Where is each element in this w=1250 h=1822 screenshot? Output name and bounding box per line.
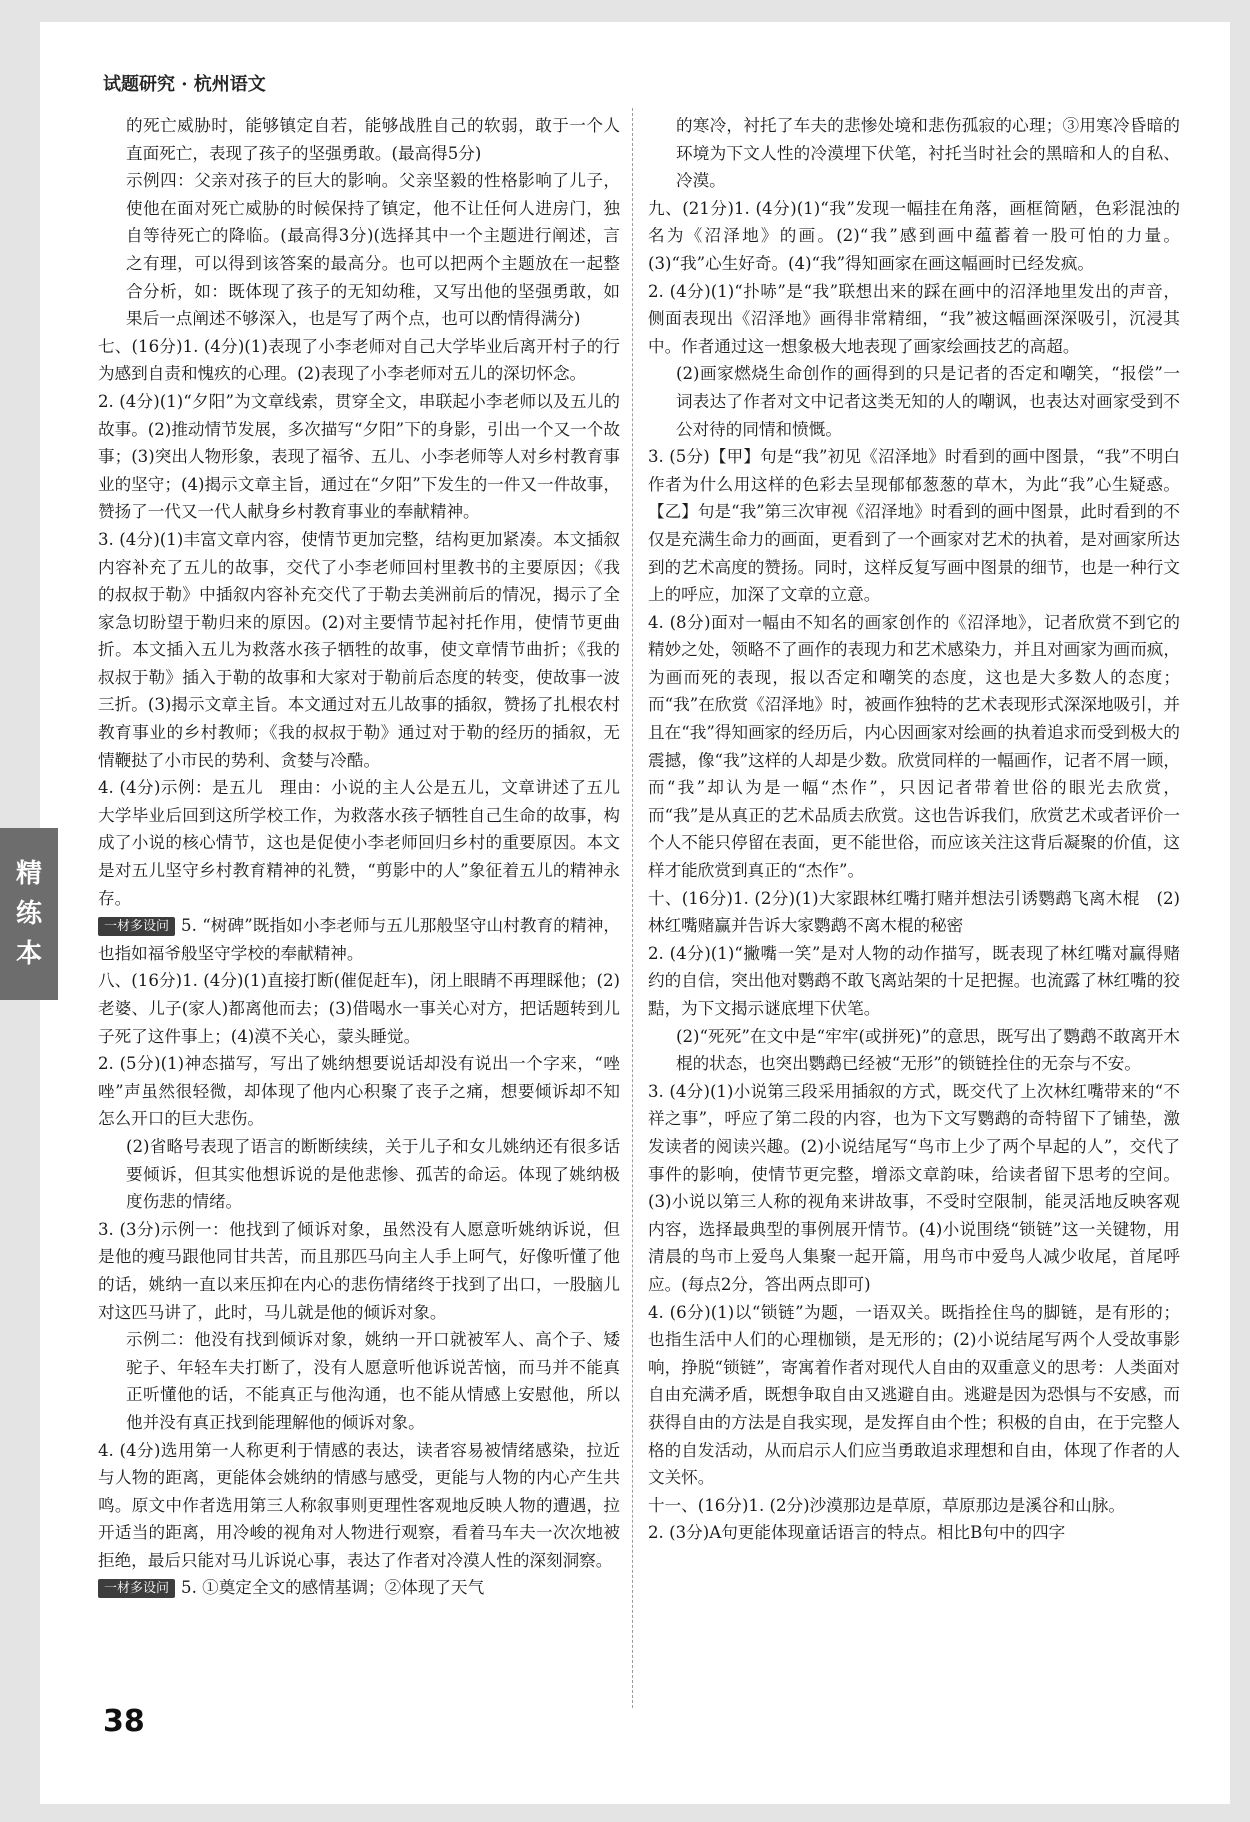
page-number: 38 — [103, 1704, 145, 1739]
answer-item: 4. (4分)示例：是五儿 理由：小说的主人公是五儿，文章讲述了五儿大学毕业后回到这所学校工作，为救落水孩子牺牲自己生命的故事，构成了小说的核心情节，这也是促使小李老师回归乡村的重要原因。本文是对五儿坚守乡村教育精神的礼赞，“剪影中的人”象征着五儿的精神永存。 — [98, 778, 620, 908]
answer-item-multi-use — [98, 912, 620, 967]
answer-item: 3. (4分)(1)小说第三段采用插叙的方式，既交代了上次林红嘴带来的“不祥之事”，呼应了第二段的内容，也为下文写鹦鹉的奇特留下了铺垫，激发读者的阅读兴趣。(2)小说结尾写“鸟市上少了两个早起的人”，交代了事件的影响，使情节更完整，增添文章韵味，给读者留下思考的空间。(3)小说以第三人称的视角来讲故事，不受时空限制，能灵活地反映客观内容，选择最典型的事例展开情节。(4)小说围绕“锁链”这一关键物，用清晨的鸟市上爱鸟人集聚一起开篇，用鸟市中爱鸟人减少收尾，首尾呼应。(每点2分，答出两点即可) — [648, 1081, 1180, 1294]
answer-item: 4. (8分)面对一幅由不知名的画家创作的《沼泽地》，记者欣赏不到它的精妙之处，领略不了画作的表现力和艺术感染力，并且对画家为画而疯，为画而死的表现，报以否定和嘲笑的态度，这也是大多数人的态度；而“我”在欣赏《沼泽地》时，被画作独特的艺术表现形式深深地吸引，并且在“我”得知画家的经历后，内心因画家对绘画的执着追求而受到极大的震撼，像“我”这样的人却是少数。欣赏同样的一幅画作，记者不屑一顾，而“我”却认为是一幅“杰作”，只因记者带着世俗的眼光去欣赏，而“我”是从真正的艺术品质去欣赏。这也告诉我们，欣赏艺术或者评价一个人不能只停留在表面，更不能世俗，而应该关注这背后凝聚的价值，这样才能欣赏到真正的“杰作”。 — [648, 612, 1180, 881]
answer-item: 2. (5分)(1)神态描写，写出了姚纳想要说话却没有说出一个字来，“唑唑”声虽然很轻微，却体现了他内心积聚了丧子之痛，想要倾诉却不知怎么开口的巨大悲伤。 — [98, 1054, 620, 1129]
side-tab-char: 练 — [15, 899, 42, 929]
left-column — [98, 112, 620, 1602]
question-section-10: 十、(16分)1. (2分)(1)大家跟林红嘴打赌并想法引诱鹦鹉飞离木棍 (2)林红嘴赌赢并告诉大家鹦鹉不离木棍的秘密 — [648, 888, 1180, 936]
answer-item: 2. (3分)A句更能体现童话语言的特点。相比B句中的四字 — [648, 1523, 1066, 1543]
answer-paragraph: 示例四：父亲对孩子的巨大的影响。父亲坚毅的性格影响了儿子，使他在面对死亡威胁的时候保持了镇定，他不让任何人进房门，独自等待死亡的降临。(最高得3分)(选择其中一个主题进行阐述，言之有理，可以得到该答案的最高分。也可以把两个主题放在一起整合分析，如：既体现了孩子的无知幼稚，又写出他的坚强勇敢，如果后一点阐述不够深入，也是写了两个点，也可以酌情得满分) — [126, 171, 620, 329]
multi-use-tag: 一材多设问 — [98, 1579, 175, 1598]
answer-text: 5. “树碑”既指如小李老师与五儿那般坚守山村教育的精神，也指如福爷般坚守学校的奉献精神。 — [98, 916, 620, 963]
answer-text: 5. ①奠定全文的感情基调；②体现了天气 — [181, 1578, 485, 1598]
answer-paragraph: (2)画家燃烧生命创作的画得到的只是记者的否定和嘲笑，“报偿”一词表达了作者对文中记者这类无知的人的嘲讽，也表达对画家受到不公对待的同情和愤慨。 — [676, 364, 1180, 439]
page-header: 试题研究 · 杭州语文 — [103, 74, 266, 95]
answer-item: 2. (4分)(1)“夕阳”为文章线索，贯穿全文，串联起小李老师以及五儿的故事。(2)推动情节发展，多次描写“夕阳”下的身影，引出一个又一个故事；(3)突出人物形象，表现了福爷、五儿、小李老师等人对乡村教育事业的坚守；(4)揭示文章主旨，通过在“夕阳”下发生的一件又一件故事，赞扬了一代又一代人献身乡村教育事业的奉献精神。 — [98, 391, 620, 522]
answer-item: 4. (4分)选用第一人称更利于情感的表达，读者容易被情绪感染，拉近与人物的距离，更能体会姚纳的情感与感受，更能与人物的内心产生共鸣。原文中作者选用第三人称叙事则更理性客观地反映人物的遭遇，拉开适当的距离，用冷峻的视角对人物进行观察，看着马车夫一次次地被拒绝，最后只能对马儿诉说心事，表达了作者对冷漠人性的深刻洞察。 — [98, 1440, 620, 1570]
answer-item: 3. (5分)【甲】句是“我”初见《沼泽地》时看到的画中图景，“我”不明白作者为什么用这样的色彩去呈现郁郁葱葱的草木，为此“我”心生疑惑。【乙】句是“我”第三次审视《沼泽地》时看到的画中图景，此时看到的不仅是充满生命力的画面，更看到了一个画家对艺术的执着，是对画家所达到的艺术高度的赞扬。同时，这样反复写画中图景的细节，也是一种行文上的呼应，加深了文章的立意。 — [648, 447, 1180, 605]
answer-paragraph: 示例二：他没有找到倾诉对象，姚纳一开口就被军人、高个子、矮驼子、年轻车夫打断了，没有人愿意听他诉说苦恼，而马并不能真正听懂他的话，不能真正与他沟通，也不能从情感上安慰他，所以他并没有真正找到能理解他的倾诉对象。 — [126, 1330, 620, 1432]
column-divider — [632, 108, 633, 1708]
answer-item: 4. (6分)(1)以“锁链”为题，一语双关。既指拴住鸟的脚链，是有形的；也指生活中人们的心理枷锁，是无形的；(2)小说结尾写两个人受故事影响，挣脱“锁链”，寄寓着作者对现代人自由的双重意义的思考：人类面对自由充满矛盾，既想争取自由又逃避自由。逃避是因为恐惧与不安感，而获得自由的方法是自我实现，是发挥自由个性；积极的自由，在于完整人格的自发活动，从而启示人们应当勇敢追求理想和自由，体现了作者的人文关怀。 — [648, 1302, 1180, 1488]
answer-item: 2. (4分)(1)“扑哧”是“我”联想出来的踩在画中的沼泽地里发出的声音，侧面表现出《沼泽地》画得非常精细，“我”被这幅画深深吸引，沉浸其中。作者通过这一想象极大地表现了画家绘画技艺的高超。 — [648, 281, 1180, 356]
answer-item: 2. (4分)(1)“撇嘴一笑”是对人物的动作描写，既表现了林红嘴对赢得赌约的自信，突出他对鹦鹉不敢飞离站架的十足把握。也流露了林红嘴的狡黠，为下文揭示谜底埋下伏笔。 — [648, 943, 1180, 1018]
answer-item-multi-use — [98, 1574, 620, 1602]
right-column — [648, 112, 1180, 1547]
question-section-11: 十一、(16分)1. (2分)沙漠那边是草原，草原那边是溪谷和山脉。 — [648, 1495, 1125, 1515]
question-section-8: 八、(16分)1. (4分)(1)直接打断(催促赶车)，闭上眼睛不再理睬他；(2)老婆、儿子(家人)都离他而去；(3)借喝水一事关心对方，把话题转到儿子死了这件事上；(4)漠不关心，蒙头睡觉。 — [98, 971, 620, 1046]
question-section-9: 九、(21分)1. (4分)(1)“我”发现一幅挂在角落，画框简陋，色彩混浊的名为《沼泽地》的画。(2)“我”感到画中蕴蓄着一股可怕的力量。(3)“我”心生好奇。(4)“我”得知画家在画这幅画时已经发疯。 — [648, 198, 1180, 273]
answer-paragraph: (2)“死死”在文中是“牢牢(或拼死)”的意思，既写出了鹦鹉不敢离开木棍的状态，也突出鹦鹉已经被“无形”的锁链拴住的无奈与不安。 — [676, 1026, 1180, 1074]
multi-use-tag: 一材多设问 — [98, 917, 175, 936]
answer-item: 3. (3分)示例一：他找到了倾诉对象，虽然没有人愿意听姚纳诉说，但是他的瘦马跟他同甘共苦，而且那匹马向主人手上呵气，好像听懂了他的话，姚纳一直以来压抑在内心的悲伤情绪终于找到了出口，一股脑儿对这匹马讲了，此时，马儿就是他的倾诉对象。 — [98, 1219, 620, 1322]
answer-paragraph: 的寒冷，衬托了车夫的悲惨处境和悲伤孤寂的心理；③用寒冷昏暗的环境为下文人性的冷漠埋下伏笔，衬托当时社会的黑暗和人的自私、冷漠。 — [676, 116, 1180, 191]
side-tab-char: 精 — [15, 859, 42, 889]
answer-paragraph: 的死亡威胁时，能够镇定自若，能够战胜自己的软弱，敢于一个人直面死亡，表现了孩子的坚强勇敢。(最高得5分) — [126, 116, 620, 163]
answer-paragraph: (2)省略号表现了语言的断断续续，关于儿子和女儿姚纳还有很多话要倾诉，但其实他想诉说的是他悲惨、孤苦的命运。体现了姚纳极度伤悲的情绪。 — [126, 1136, 620, 1212]
side-tab-char: 本 — [15, 939, 42, 969]
side-tab — [0, 828, 58, 1000]
answer-item: 3. (4分)(1)丰富文章内容，使情节更加完整，结构更加紧凑。本文插叙内容补充了五儿的故事，交代了小李老师回村里教书的主要原因；《我的叔叔于勒》中插叙内容补充交代了于勒去美洲前后的情况，揭示了全家急切盼望于勒归来的原因。(2)对主要情节起衬托作用，使情节更曲折。本文插入五儿为救落水孩子牺牲的故事，使文章情节曲折；《我的叔叔于勒》插入于勒的故事和大家对于勒前后态度的转变，使故事一波三折。(3)揭示文章主旨。本文通过对五儿故事的插叙，赞扬了扎根农村教育事业的乡村教师；《我的叔叔于勒》通过对于勒的经历的插叙，无情鞭挞了小市民的势利、贪婪与冷酷。 — [98, 529, 620, 770]
question-section-7: 七、(16分)1. (4分)(1)表现了小李老师对自己大学毕业后离开村子的行为感到自责和愧疚的心理。(2)表现了小李老师对五儿的深切怀念。 — [98, 336, 620, 384]
